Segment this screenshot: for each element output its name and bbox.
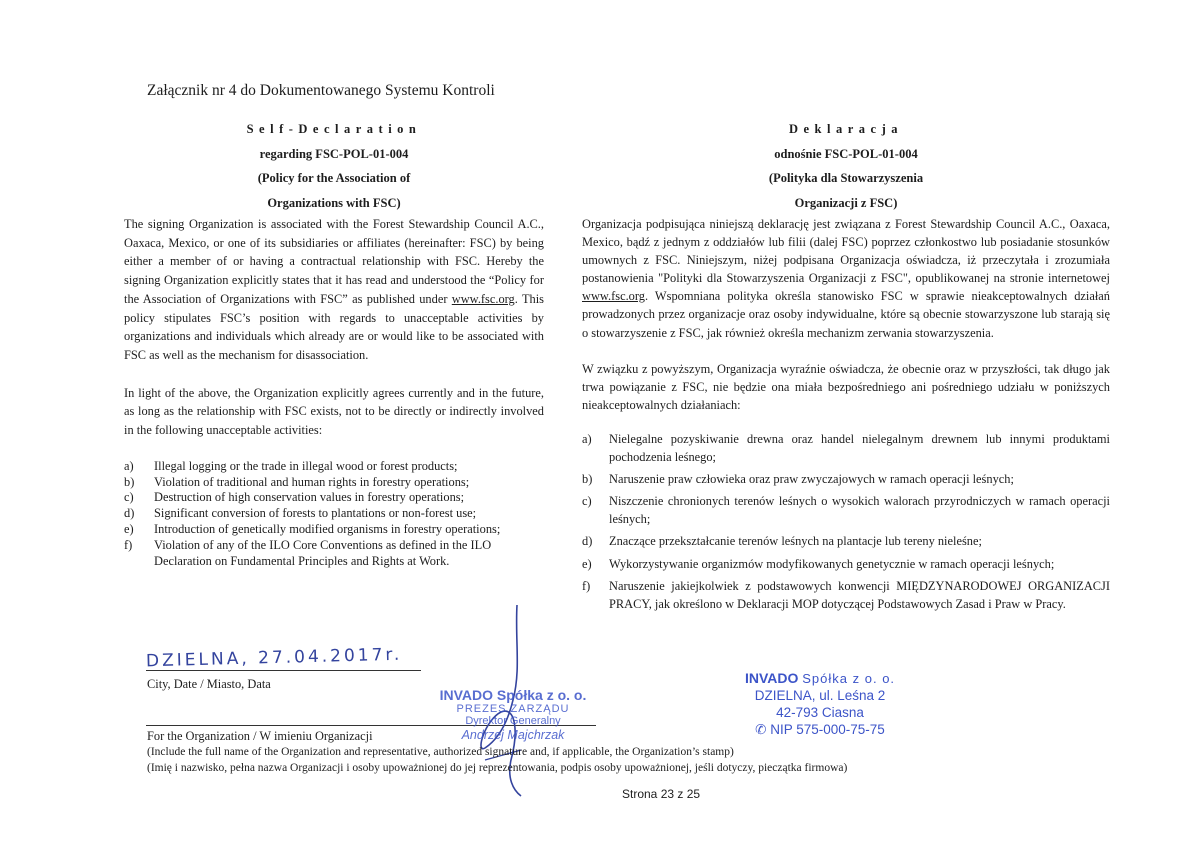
english-activity-item-text: Violation of traditional and human rights in forestry operations; [154, 474, 470, 489]
polish-activity-list [582, 430, 1110, 613]
polish-activity-item-text: Wykorzystywanie organizmów modyfikowanych genetycznie w ramach operacji leśnych; [609, 556, 1055, 571]
polish-title-line-3: (Polityka dla Stowarzyszenia [768, 171, 924, 185]
polish-title-line-1: Deklaracja [788, 122, 903, 136]
polish-activity-item [582, 555, 1110, 573]
english-paragraph-1 [124, 215, 544, 365]
place-date-label: City, Date / Miasto, Data [147, 677, 271, 691]
stamp-director [428, 688, 598, 743]
english-activity-item-letter: b) [124, 474, 135, 489]
english-activity-item [124, 490, 544, 506]
handwritten-place-date: DZIELNA, 27.04.2017r. [145, 644, 403, 672]
stamp-role: Dyrektor Generalny [465, 715, 561, 727]
polish-paragraph-1-text: Organizacja podpisująca niniejszą deklarację jest związana z Forest Stewardship Council A.C., Oaxaca, Mexico, bądź z jednym z oddziałów lub filii (dalej FSC) poprzez członkostwo lub posiadanie stosunków umownych z FSC. Niniejszym, niżej podpisana Organizacja oświadcza, iż przeczytała i zrozumiała postanowienia "Polityki dla Stowarzyszenia Organizacji z FSC", opublikowanej na stronie internetowej [582, 217, 1110, 286]
polish-activity-item-letter: a) [582, 431, 592, 446]
polish-activity-item-letter: c) [582, 494, 592, 509]
english-paragraph-2: In light of the above, the Organization explicitly agrees currently and in the future, as long as the relationship with FSC exists, not to be directly or indirectly involved in the following unacceptable activities: [124, 385, 544, 438]
polish-title [582, 117, 1110, 215]
polish-activity-item-text: Niszczenie chronionych terenów leśnych o wysokich walorach przyrodniczych w ramach operacji leśnych; [609, 494, 1110, 527]
english-activity-item [124, 475, 544, 491]
english-activity-item [124, 506, 544, 522]
place-date-line [146, 670, 421, 671]
polish-activity-item-text: Naruszenie jakiejkolwiek z podstawowych konwencji MIĘDZYNARODOWEJ ORGANIZACJI PRACY, jak określono w Deklaracji MOP dotyczącej Podstawowych Zasad i Praw w Pracy. [609, 578, 1110, 611]
english-activity-item-text: Significant conversion of forests to plantations or non-forest use; [154, 506, 477, 521]
polish-activity-item [582, 430, 1110, 466]
polish-paragraph-1 [582, 215, 1110, 342]
polish-title-line-4: Organizacji z FSC) [794, 195, 898, 210]
polish-activity-item-text: Nielegalne pozyskiwanie drewna oraz handel nielegalnym drewnem lub innymi produktami pochodzenia leśnego; [609, 431, 1110, 465]
polish-activity-item [582, 470, 1110, 488]
polish-activity-item [582, 532, 1110, 550]
polish-activity-item-letter: f) [582, 578, 591, 593]
english-activity-item-letter: d) [124, 506, 135, 521]
stamp-company-name: INVADO Spółka z o. o. [439, 687, 587, 703]
polish-activity-item-letter: b) [582, 472, 593, 487]
instruction-english: (Include the full name of the Organization and representative, authorized signature and, if applicable, the Organization’s stamp) [147, 746, 734, 758]
stamp-right-postcode: 42-793 Ciasna [776, 705, 864, 720]
english-activity-item-letter: f) [124, 537, 133, 552]
english-title-line-4: Organizations with FSC) [267, 195, 401, 210]
english-title-line-1: Self-Declaration [246, 122, 422, 136]
english-paragraph-1-text: The signing Organization is associated with the Forest Stewardship Council A.C., Oaxaca, Mexico, or one of its subsidiaries or affiliates (hereinafter: FSC) by being either a member of or having a contractual relationship with FSC. Hereby the signing Organization explicitly states that it has read and understood the “Policy for the Association of Organizations with FSC” as published under [124, 217, 544, 306]
english-activity-item-text: Violation of any of the ILO Core Conventions as defined in the ILO Declaration on Fundamental Principles and Rights at Work. [154, 537, 492, 568]
english-activity-item-letter: a) [124, 458, 134, 473]
english-activity-list [124, 459, 544, 570]
stamp-right-name: INVADO [744, 670, 799, 686]
stamp-position: PREZES ZARZĄDU [456, 703, 570, 715]
fsc-link[interactable]: www.fsc.org [451, 291, 515, 306]
english-title [124, 117, 544, 215]
english-activity-item-text: Introduction of genetically modified organisms in forestry operations; [154, 521, 501, 536]
stamp-right-nip-text: NIP 575-000-75-75 [770, 722, 885, 737]
polish-activity-item-text: Znaczące przekształcanie terenów leśnych na plantacje lub tereny nieleśne; [609, 534, 982, 549]
polish-paragraph-2: W związku z powyższym, Organizacja wyraźnie oświadcza, że obecnie oraz w przyszłości, tak długo jak trwa powiązanie z FSC, nie będzie ona miała bezpośredniego ani pośredniego udziału w poniższych nieakceptowalnych działaniach: [582, 361, 1110, 412]
english-column [124, 117, 544, 569]
document-header: Załącznik nr 4 do Dokumentowanego Systemu Kontroli [147, 82, 495, 99]
instruction-polish: (Imię i nazwisko, pełna nazwa Organizacji i osoby upoważnionej do jej reprezentowania, podpis osoby upoważnionej, jeśli dotyczy, pieczątka firmowa) [147, 761, 848, 774]
polish-activity-item-text: Naruszenie praw człowieka oraz praw zwyczajowych w ramach operacji leśnych; [609, 472, 1014, 487]
english-activity-item-letter: c) [124, 490, 134, 505]
english-activity-item [124, 459, 544, 475]
english-paragraph-1-tail: . This policy stipulates FSC’s position with regards to unacceptable activities by organizations and individuals which already are or would like to be associated with FSC as well as the mechanism for disassociation. [124, 291, 544, 362]
polish-activity-item [582, 492, 1110, 528]
english-activity-item [124, 538, 544, 570]
stamp-phone-icon: ✆ [755, 722, 767, 737]
english-activity-item [124, 522, 544, 538]
polish-paragraph-1-tail: . Wspomniana polityka określa stanowisko FSC w sprawie nieakceptowalnych działań prowadzonych przez organizacje oraz osoby indywidualne, które są obecnie stowarzyszone lub starają się o stowarzyszenie z FSC, jak również określa mechanizm zerwania stowarzyszenia. [582, 289, 1110, 340]
english-activity-item-text: Destruction of high conservation values in forestry operations; [154, 490, 465, 505]
english-title-line-2: regarding FSC-POL-01-004 [259, 146, 409, 161]
polish-title-line-2: odnośnie FSC-POL-01-004 [774, 146, 918, 161]
english-activity-item-text: Illegal logging or the trade in illegal wood or forest products; [154, 458, 458, 473]
page-number: Strona 23 z 25 [622, 787, 701, 801]
polish-activity-item-letter: e) [582, 556, 592, 571]
stamp-right-suffix: Spółka z o. o. [802, 671, 896, 686]
polish-activity-item [582, 577, 1110, 613]
polish-activity-item-letter: d) [582, 534, 593, 549]
fsc-link-pl[interactable]: www.fsc.org [582, 289, 645, 304]
for-organization-label: For the Organization / W imieniu Organizacji [147, 729, 373, 743]
stamp-right-nip [705, 721, 935, 738]
polish-column [582, 117, 1110, 617]
english-title-line-3: (Policy for the Association of [257, 171, 411, 185]
english-activity-item-letter: e) [124, 521, 134, 536]
instructions [147, 745, 1047, 776]
stamp-company-address [705, 670, 935, 738]
stamp-right-address: DZIELNA, ul. Leśna 2 [754, 688, 886, 703]
stamp-person-name: Andrzej Majchrzak [461, 728, 565, 742]
